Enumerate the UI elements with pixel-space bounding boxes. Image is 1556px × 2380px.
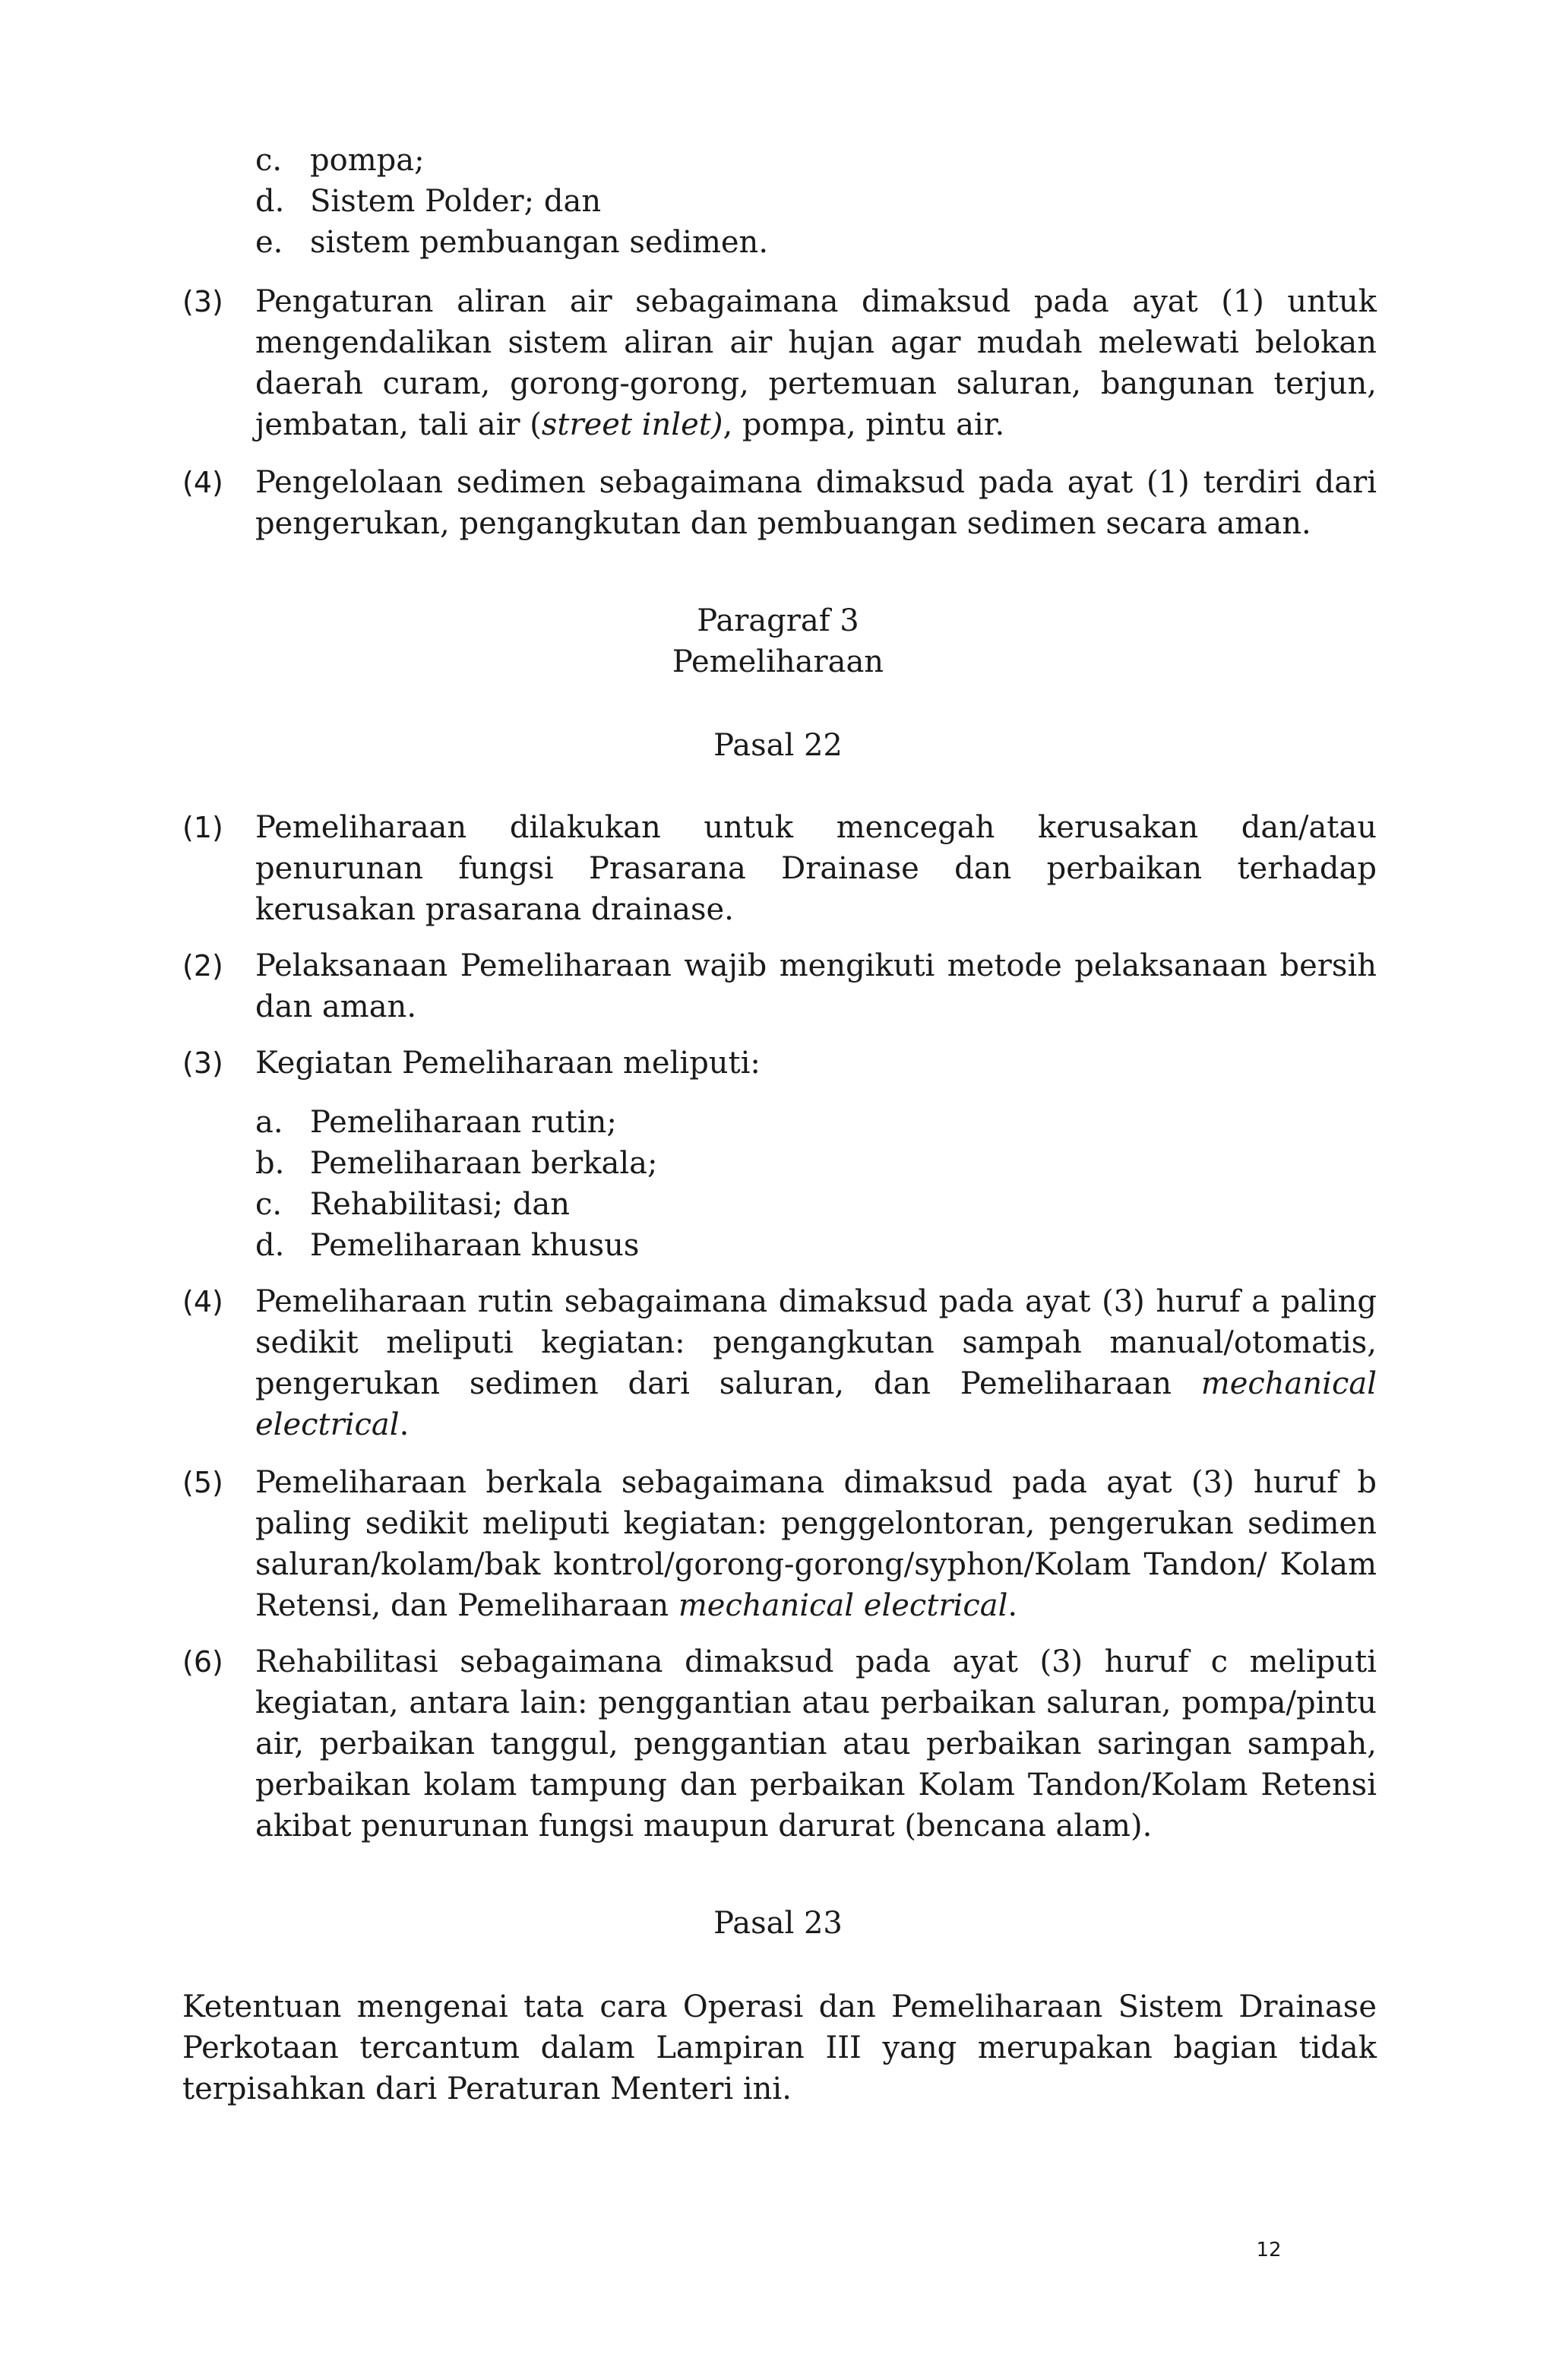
ayat-text: Pemeliharaan berkala sebagaimana dimaksud pada ayat (3) huruf b paling sedikit meliputi kegiatan: penggelontoran, pengerukan sedimen saluran/kolam/bak kontrol/gorong-gorong/syphon/Kolam Tandon/ Kolam Retensi, dan Pemeliharaan mechanical electrical. xyxy=(255,1465,1377,1623)
pasal-22-ayat-2 xyxy=(182,945,1377,1027)
ayat-text: Pelaksanaan Pemeliharaan wajib mengikuti metode pelaksanaan bersih dan aman. xyxy=(255,948,1377,1024)
list-item: a. Pemeliharaan rutin; xyxy=(255,1105,617,1140)
ayat-number: (4) xyxy=(182,466,223,499)
ayat-number: (2) xyxy=(182,949,223,983)
ayat-text: Pemeliharaan rutin sebagaimana dimaksud pada ayat (3) huruf a paling sedikit meliputi kegiatan: pengangkutan sampah manual/otomatis, pengerukan sedimen dari saluran, dan Pemeliharaan mechanical electrical. xyxy=(255,1284,1377,1442)
ayat-text: Pengaturan aliran air sebagaimana dimaksud pada ayat (1) untuk mengendalikan sistem aliran air hujan agar mudah melewati belokan daerah curam, gorong-gorong, pertemuan saluran, bangunan terjun, jembatan, tali air (street inlet), pompa, pintu air. xyxy=(255,284,1377,442)
list-item: c. Rehabilitasi; dan xyxy=(255,1187,571,1222)
ayat-number: (4) xyxy=(182,1285,223,1318)
pasal-23-text: Ketentuan mengenai tata cara Operasi dan Pemeliharaan Sistem Drainase Perkotaan tercantum dalam Lampiran III yang merupakan bagian tidak terpisahkan dari Peraturan Menteri ini. xyxy=(182,1989,1377,2106)
page-number: 12 xyxy=(1256,2239,1282,2261)
list-item: d. Sistem Polder; dan xyxy=(255,184,602,219)
ayat-text: Rehabilitasi sebagaimana dimaksud pada ayat (3) huruf c meliputi kegiatan, antara lain: penggantian atau perbaikan saluran, pompa/pintu air, perbaikan tanggul, penggantian atau perbaikan saringan sampah, perbaikan kolam tampung dan perbaikan Kolam Tandon/Kolam Retensi akibat penurunan fungsi maupun darurat (bencana alam). xyxy=(255,1644,1377,1844)
list-item: b. Pemeliharaan berkala; xyxy=(255,1146,658,1181)
pasal-22-ayat-1 xyxy=(182,807,1377,930)
ayat-number: (6) xyxy=(182,1645,223,1679)
list-item: d. Pemeliharaan khusus xyxy=(255,1228,640,1263)
ayat-number: (5) xyxy=(182,1466,223,1499)
ayat-number: (3) xyxy=(182,1046,223,1080)
ayat-4-pengelolaan-sedimen xyxy=(182,462,1377,544)
paragraf-subtitle: Pemeliharaan xyxy=(672,644,884,679)
ayat-text: Pengelolaan sedimen sebagaimana dimaksud pada ayat (1) terdiri dari pengerukan, pengangkutan dan pembuangan sedimen secara aman. xyxy=(255,465,1377,541)
pasal-22-ayat-5 xyxy=(182,1462,1377,1626)
list-item: e. sistem pembuangan sedimen. xyxy=(255,225,769,260)
ayat-number: (3) xyxy=(182,285,223,318)
pasal-22-ayat-6 xyxy=(182,1641,1377,1847)
pasal-22-ayat-3 xyxy=(182,1043,1377,1084)
pasal-23-heading: Pasal 23 xyxy=(713,1906,843,1941)
list-item: c. pompa; xyxy=(255,143,425,178)
ayat-number: (1) xyxy=(182,811,223,844)
ayat-text: Pemeliharaan dilakukan untuk mencegah kerusakan dan/atau penurunan fungsi Prasarana Drainase dan perbaikan terhadap kerusakan prasarana drainase. xyxy=(255,810,1377,927)
paragraf-title: Paragraf 3 xyxy=(697,603,859,638)
ayat-3-pengaturan-aliran xyxy=(182,281,1377,445)
pasal-22-ayat-4 xyxy=(182,1281,1377,1445)
ayat-text: Kegiatan Pemeliharaan meliputi: xyxy=(255,1046,761,1081)
pasal-22-heading: Pasal 22 xyxy=(713,728,843,763)
